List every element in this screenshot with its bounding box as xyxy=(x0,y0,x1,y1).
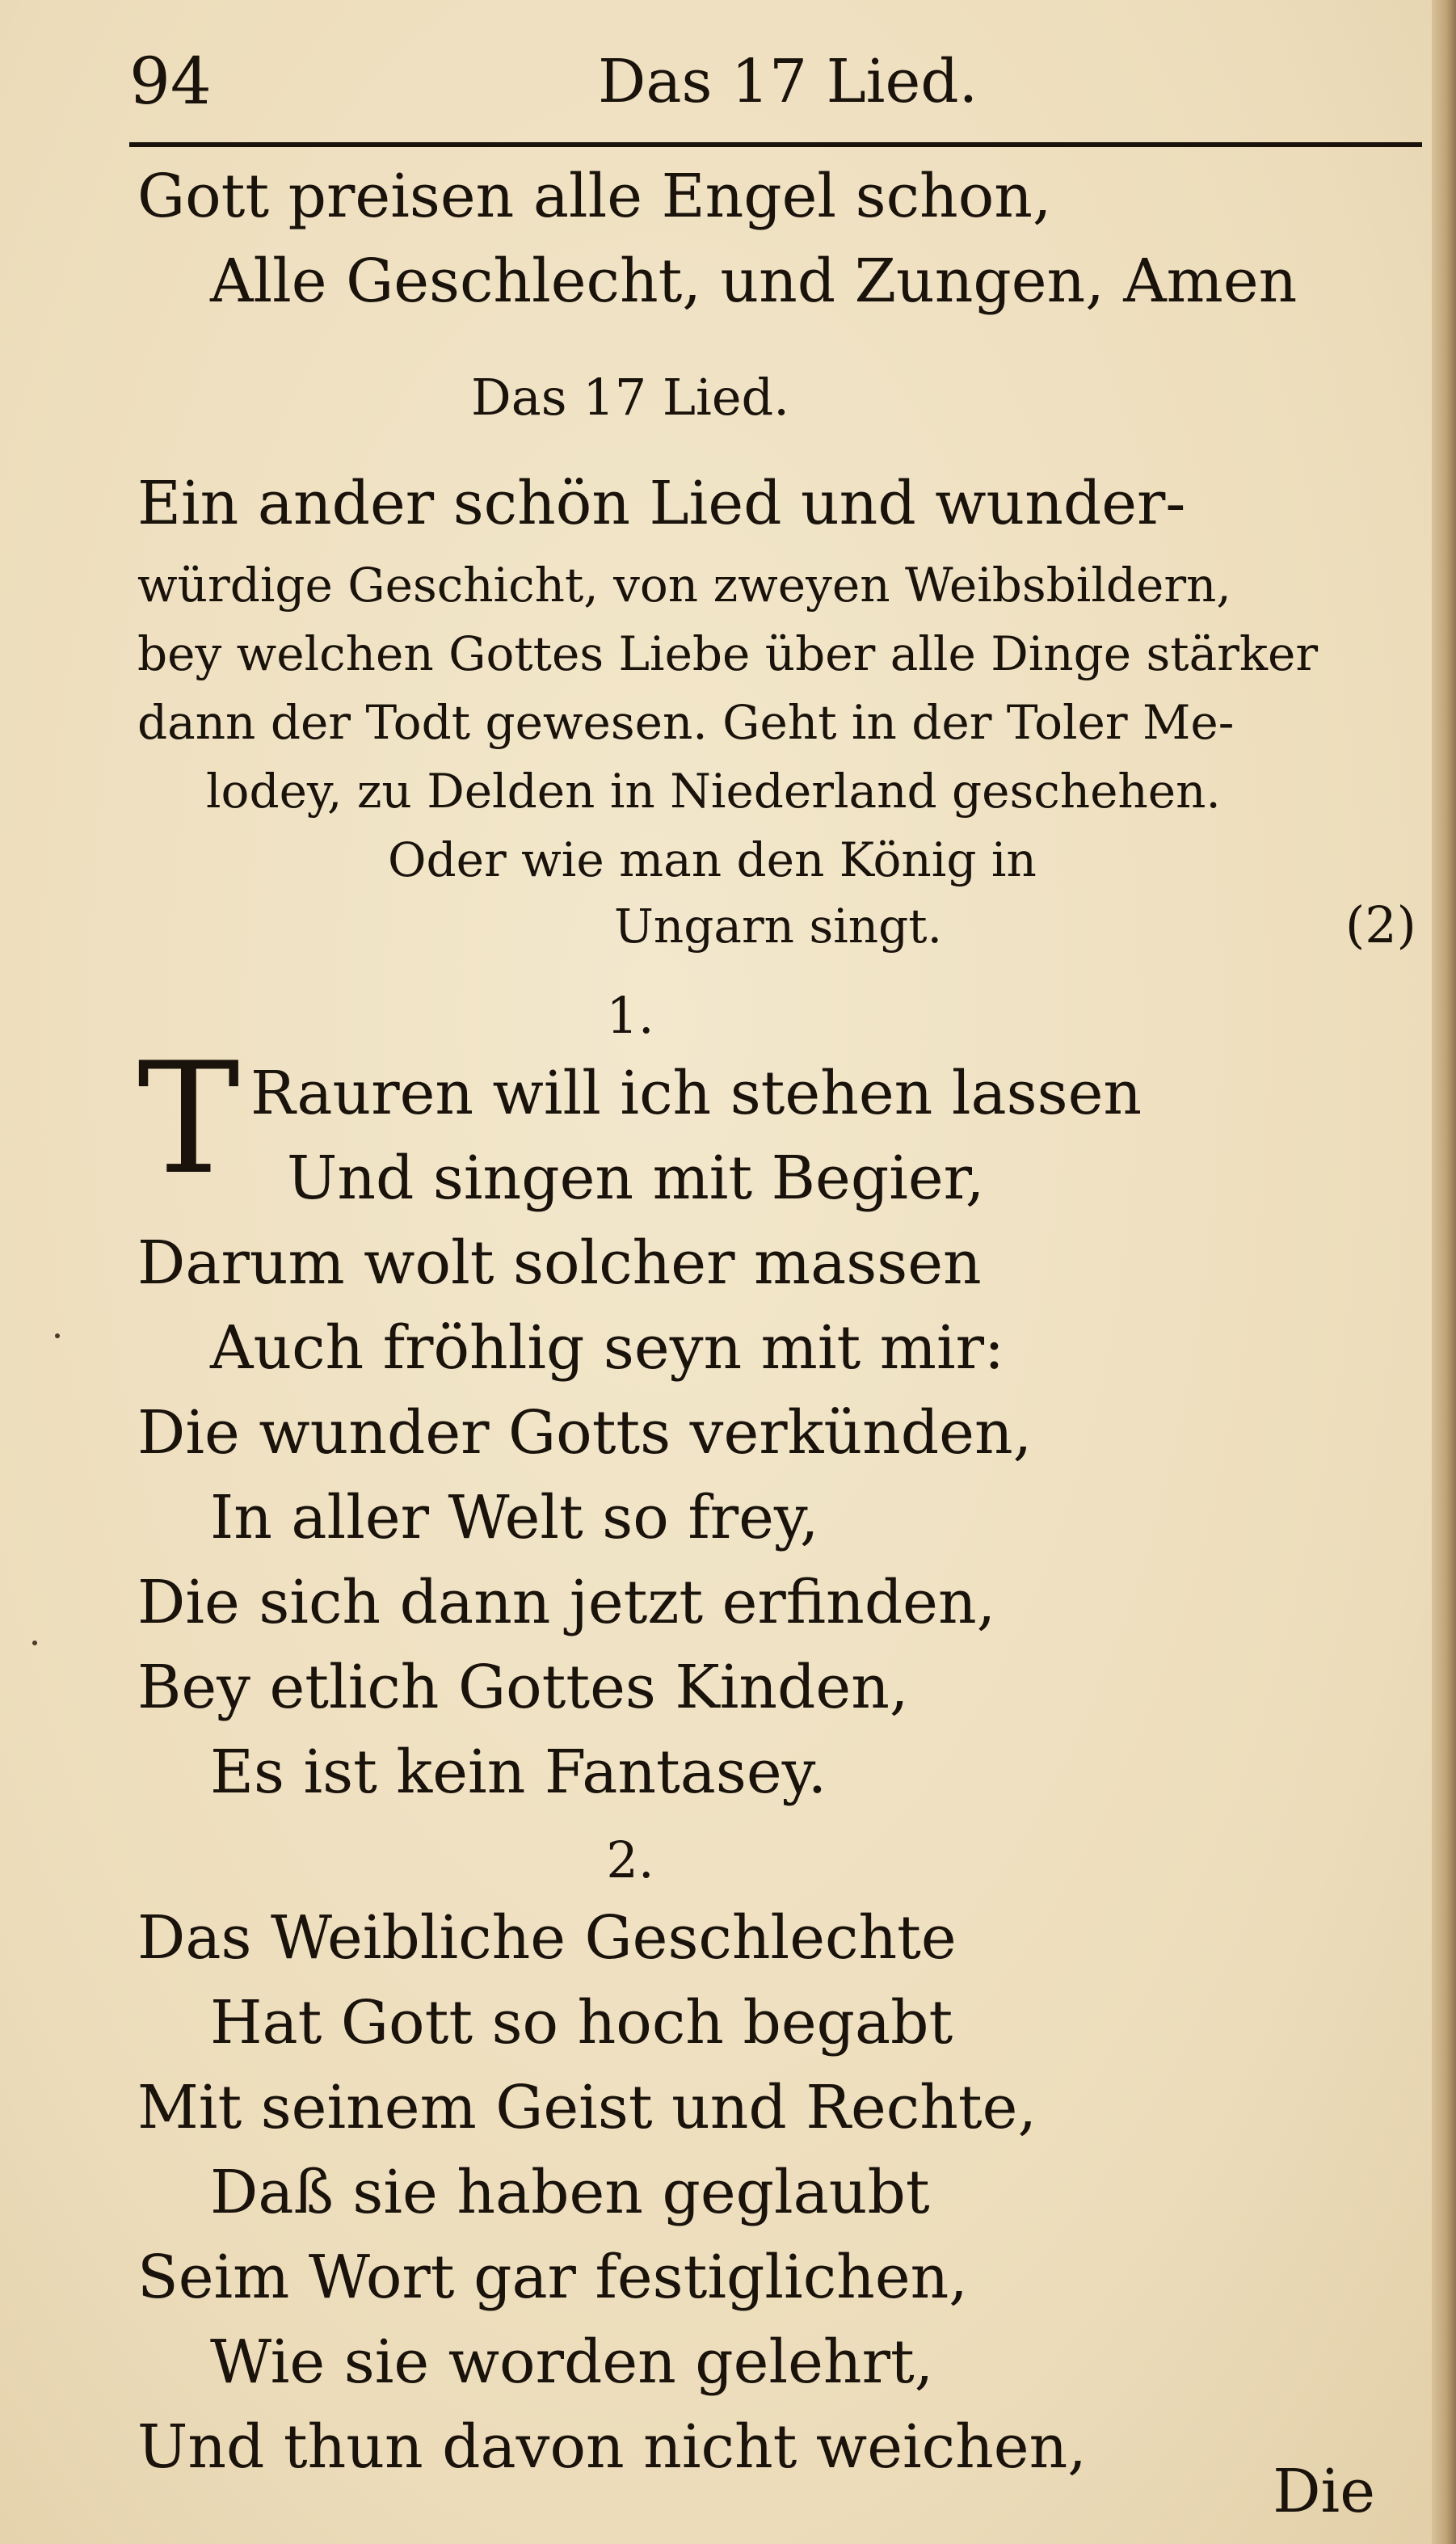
song-description-line-5: lodey, zu Delden in Niederland geschehen. xyxy=(206,764,1221,819)
song-description-line-7: Ungarn singt. xyxy=(614,899,942,954)
header-rule xyxy=(129,142,1422,147)
stanza-1-line-5: Die wunder Gotts verkünden, xyxy=(137,1398,1033,1468)
stanza-1-line-6: In aller Welt so frey, xyxy=(210,1483,819,1552)
stanza-1-line-1: Rauren will ich stehen lassen xyxy=(250,1059,1142,1128)
stanza-1-line-8: Bey etlich Gottes Kinden, xyxy=(137,1653,909,1722)
song-title: Das 17 Lied. xyxy=(471,368,789,427)
stanza-number-2: 2. xyxy=(606,1830,654,1889)
stanza-2-line-3: Mit seinem Geist und Rechte, xyxy=(137,2073,1037,2142)
paper-speck xyxy=(32,1641,37,1645)
prev-song-line-2: Alle Geschlecht, und Zungen, Amen xyxy=(210,246,1298,316)
stanza-1-line-4: Auch fröhlig seyn mit mir: xyxy=(210,1313,1004,1383)
stanza-2-line-1: Das Weibliche Geschlechte xyxy=(137,1903,957,1973)
song-description-line-6: Oder wie man den König in xyxy=(388,832,1037,887)
song-description-line-4: dann der Todt gewesen. Geht in der Toler Me- xyxy=(137,695,1235,750)
stanza-1-line-7: Die sich dann jetzt erfinden, xyxy=(137,1568,996,1637)
stanza-1-line-2: Und singen mit Begier, xyxy=(287,1144,985,1213)
page-header xyxy=(121,40,1422,121)
catchword: Die xyxy=(1273,2457,1375,2526)
stanza-number-1: 1. xyxy=(606,986,654,1045)
stanza-2-line-7: Und thun davon nicht weichen, xyxy=(137,2412,1087,2482)
song-description-line-1: Ein ander schön Lied und wunder- xyxy=(137,469,1186,538)
song-description-line-2: würdige Geschicht, von zweyen Weibsbildern, xyxy=(137,558,1231,613)
stanza-1-line-9: Es ist kein Fantasey. xyxy=(210,1737,827,1807)
paper-speck xyxy=(55,1333,60,1338)
page-number: 94 xyxy=(129,44,212,119)
stanza-2-line-5: Seim Wort gar festiglichen, xyxy=(137,2243,968,2312)
stanza-1-line-3: Darum wolt solcher massen xyxy=(137,1228,982,1298)
stanza-2-line-4: Daß sie haben geglaubt xyxy=(210,2158,930,2227)
running-title: Das 17 Lied. xyxy=(598,47,978,116)
stanza-2-line-6: Wie sie worden gelehrt, xyxy=(210,2327,934,2397)
song-description-line-3: bey welchen Gottes Liebe über alle Dinge stärker xyxy=(137,626,1319,681)
page-edge xyxy=(1432,0,1456,2544)
description-mark: (2) xyxy=(1345,895,1416,954)
prev-song-line-1: Gott preisen alle Engel schon, xyxy=(137,162,1052,231)
stanza-2-line-2: Hat Gott so hoch begabt xyxy=(210,1988,953,2058)
drop-initial: T xyxy=(137,1030,240,1208)
